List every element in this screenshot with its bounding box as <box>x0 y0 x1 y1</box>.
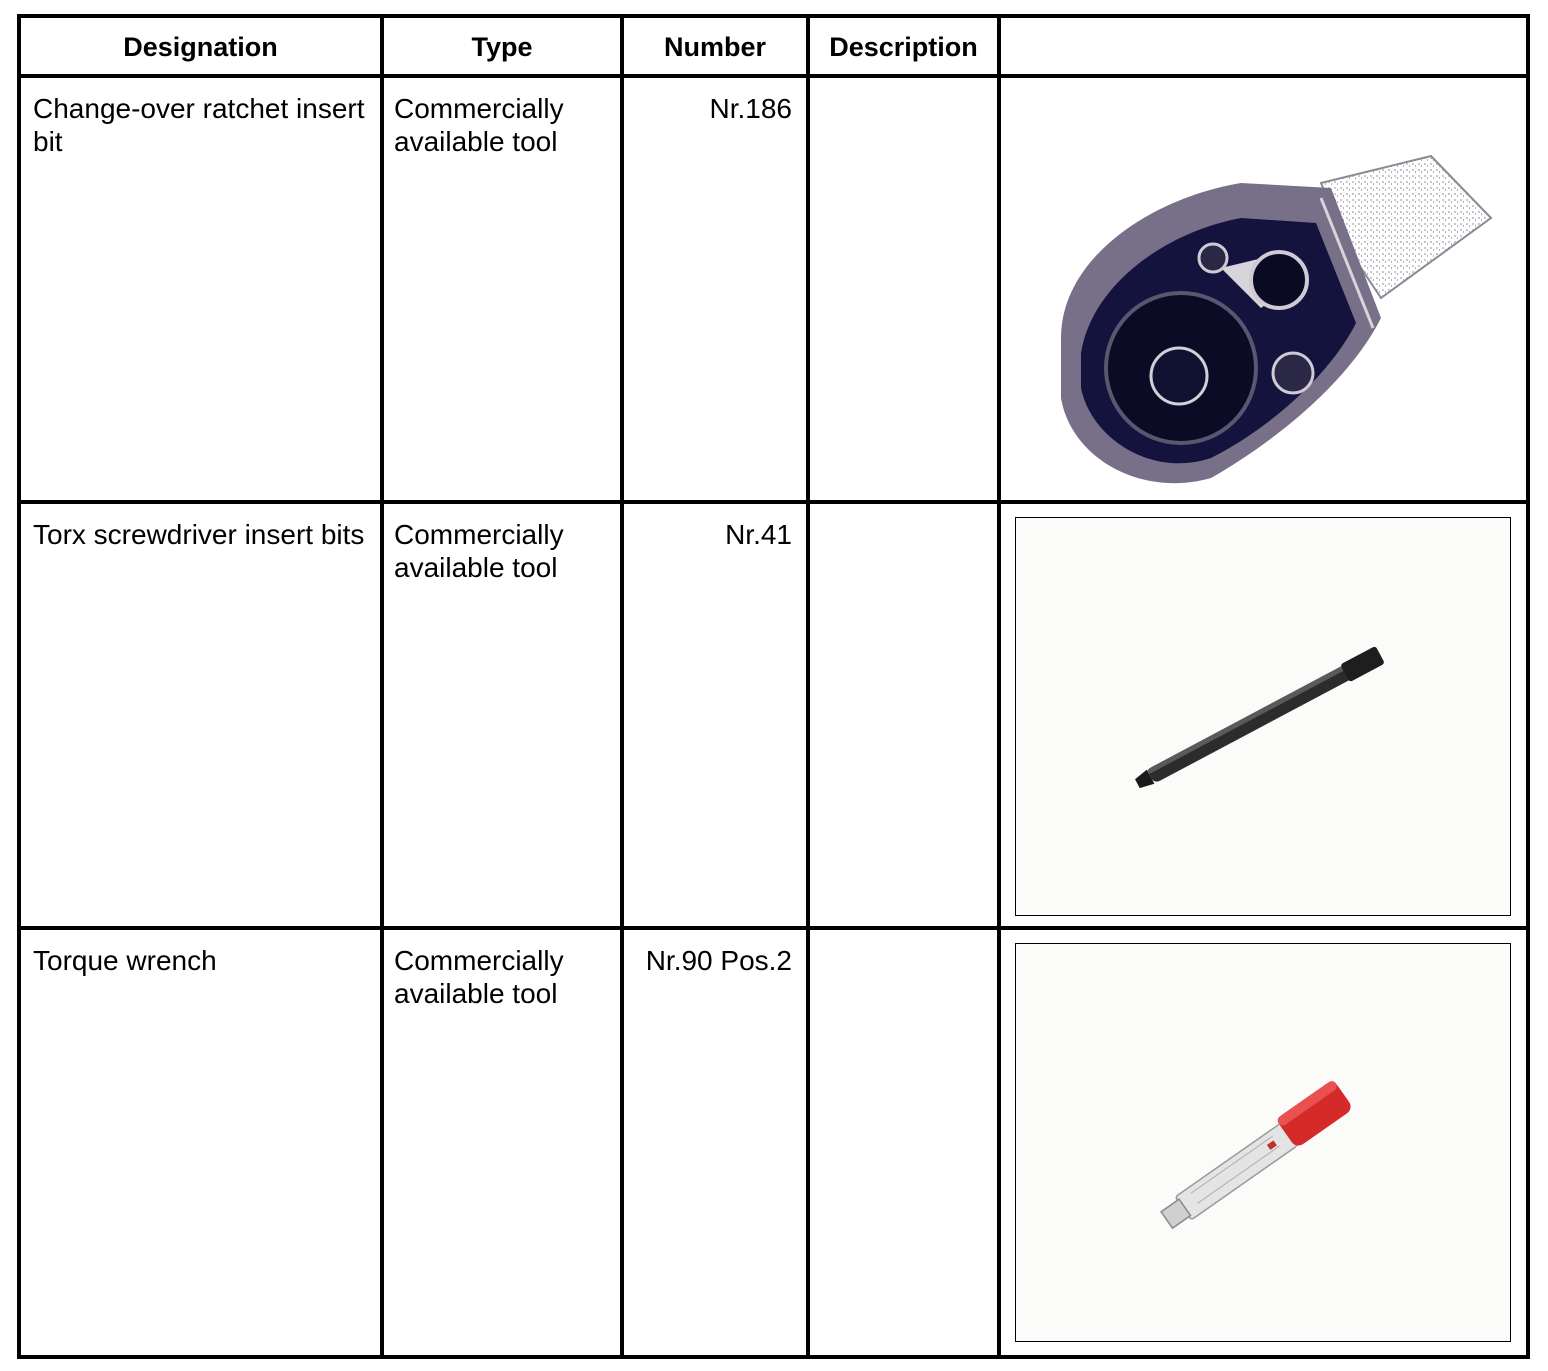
ratchet-head-icon <box>1021 138 1511 493</box>
header-designation: Designation <box>123 32 278 62</box>
row1-type: Commercially available tool <box>394 93 564 157</box>
column-divider <box>806 18 810 1355</box>
row-divider <box>21 926 1526 930</box>
row3-number: Nr.90 Pos.2 <box>645 945 792 976</box>
header-type: Type <box>471 32 533 62</box>
row1-designation: Change-over ratchet insert bit <box>33 93 365 157</box>
torque-wrench-icon <box>1015 943 1511 1342</box>
row3-designation: Torque wrench <box>33 945 217 976</box>
row2-number: Nr.41 <box>725 519 792 550</box>
row3-type: Commercially available tool <box>394 945 564 1009</box>
tools-table <box>17 14 1530 1359</box>
column-divider <box>380 18 384 1355</box>
row-divider <box>21 74 1526 78</box>
column-divider <box>620 18 624 1355</box>
header-number: Number <box>663 32 766 62</box>
row-divider <box>21 500 1526 504</box>
column-divider <box>997 18 1001 1355</box>
row1-number: Nr.186 <box>709 93 792 124</box>
row2-type: Commercially available tool <box>394 519 564 583</box>
torx-bit-icon <box>1015 517 1511 916</box>
header-description: Description <box>829 32 978 62</box>
row2-designation: Torx screwdriver insert bits <box>33 519 365 550</box>
